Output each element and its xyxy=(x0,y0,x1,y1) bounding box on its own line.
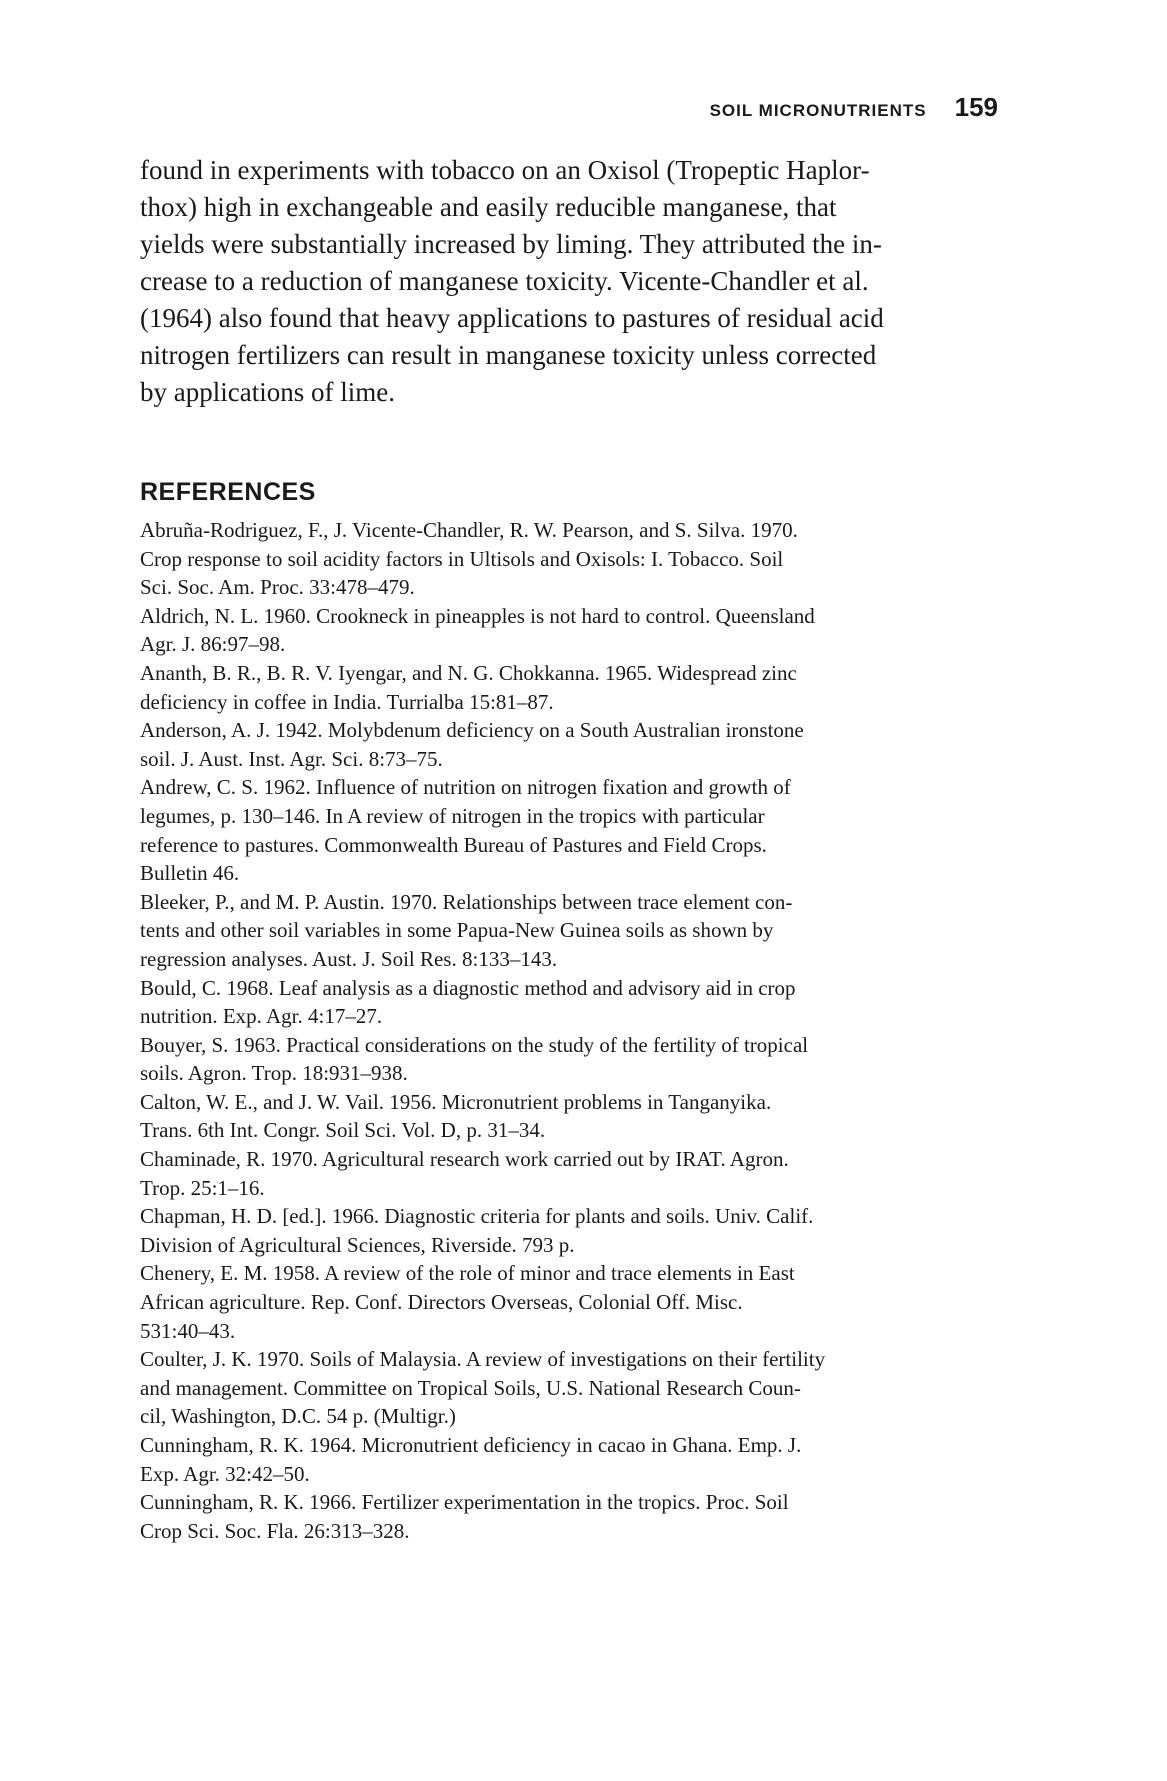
reference-entry xyxy=(140,1202,998,1259)
reference-line: Abruña-Rodriguez, F., J. Vicente-Chandler, R. W. Pearson, and S. Silva. 1970. xyxy=(140,518,798,542)
reference-line: Andrew, C. S. 1962. Influence of nutrition on nitrogen fixation and growth of xyxy=(140,775,791,800)
reference-line: Bouyer, S. 1963. Practical considerations on the study of the fertility of tropical xyxy=(140,1032,809,1057)
reference-entry xyxy=(140,1431,998,1488)
reference-line: reference to pastures. Commonwealth Bureau of Pastures and Field Crops. xyxy=(140,832,767,857)
reference-entry xyxy=(140,516,998,602)
reference-entry xyxy=(140,888,998,974)
running-title: SOIL MICRONUTRIENTS xyxy=(709,101,927,120)
reference-line: Calton, W. E., and J. W. Vail. 1956. Micronutrient problems in Tanganyika. xyxy=(140,1089,772,1114)
running-head xyxy=(140,92,998,123)
references-list xyxy=(140,516,998,1545)
body-line: yields were substantially increased by liming. They attributed the in- xyxy=(140,229,882,259)
reference-entry xyxy=(140,1259,998,1345)
reference-line: regression analyses. Aust. J. Soil Res. 8:133–143. xyxy=(140,946,558,971)
reference-entry xyxy=(140,716,998,773)
body-line: found in experiments with tobacco on an Oxisol (Tropeptic Haplor- xyxy=(140,155,870,185)
reference-entry xyxy=(140,974,998,1031)
reference-line: Chenery, E. M. 1958. A review of the role of minor and trace elements in East xyxy=(140,1261,795,1286)
references-heading: REFERENCES xyxy=(140,478,316,506)
reference-line: Coulter, J. K. 1970. Soils of Malaysia. A review of investigations on their fertility xyxy=(140,1347,826,1372)
reference-line: Bould, C. 1968. Leaf analysis as a diagnostic method and advisory aid in crop xyxy=(140,975,796,1000)
reference-line: Anderson, A. J. 1942. Molybdenum deficiency on a South Australian ironstone xyxy=(140,718,804,743)
reference-entry xyxy=(140,1488,998,1545)
reference-line: soil. J. Aust. Inst. Agr. Sci. 8:73–75. xyxy=(140,746,443,771)
reference-entry xyxy=(140,1031,998,1088)
reference-line: Cunningham, R. K. 1964. Micronutrient deficiency in cacao in Ghana. Emp. J. xyxy=(140,1433,802,1457)
reference-line: Aldrich, N. L. 1960. Crookneck in pineapples is not hard to control. Queensland xyxy=(140,603,815,628)
reference-entry xyxy=(140,773,998,887)
body-line: crease to a reduction of manganese toxicity. Vicente-Chandler et al. xyxy=(140,266,869,296)
reference-line: Crop response to soil acidity factors in Ultisols and Oxisols: I. Tobacco. Soil xyxy=(140,546,784,571)
body-line: by applications of lime. xyxy=(140,377,395,407)
reference-entry xyxy=(140,1345,998,1431)
reference-entry xyxy=(140,659,998,716)
reference-line: Trop. 25:1–16. xyxy=(140,1175,265,1200)
reference-line: legumes, p. 130–146. In A review of nitrogen in the tropics with particular xyxy=(140,803,765,828)
reference-line: tents and other soil variables in some Papua-New Guinea soils as shown by xyxy=(140,918,774,943)
reference-line: Cunningham, R. K. 1966. Fertilizer experimentation in the tropics. Proc. Soil xyxy=(140,1490,789,1515)
reference-line: nutrition. Exp. Agr. 4:17–27. xyxy=(140,1004,383,1029)
reference-line: Division of Agricultural Sciences, Riverside. 793 p. xyxy=(140,1232,575,1257)
reference-line: Bulletin 46. xyxy=(140,861,240,886)
reference-line: deficiency in coffee in India. Turrialba 15:81–87. xyxy=(140,689,554,714)
reference-line: cil, Washington, D.C. 54 p. (Multigr.) xyxy=(140,1404,456,1429)
reference-line: Ananth, B. R., B. R. V. Iyengar, and N. G. Chokkanna. 1965. Widespread zinc xyxy=(140,660,797,685)
body-line: nitrogen fertilizers can result in manganese toxicity unless corrected xyxy=(140,340,877,370)
body-paragraph xyxy=(140,152,998,411)
reference-line: and management. Committee on Tropical Soils, U.S. National Research Coun- xyxy=(140,1375,801,1400)
body-line: thox) high in exchangeable and easily reducible manganese, that xyxy=(140,192,837,222)
reference-line: Sci. Soc. Am. Proc. 33:478–479. xyxy=(140,575,415,600)
reference-line: African agriculture. Rep. Conf. Directors Overseas, Colonial Off. Misc. xyxy=(140,1290,743,1315)
reference-line: Crop Sci. Soc. Fla. 26:313–328. xyxy=(140,1518,410,1543)
reference-line: Chapman, H. D. [ed.]. 1966. Diagnostic criteria for plants and soils. Univ. Calif. xyxy=(140,1204,814,1229)
reference-line: Exp. Agr. 32:42–50. xyxy=(140,1461,310,1486)
reference-line: Chaminade, R. 1970. Agricultural research work carried out by IRAT. Agron. xyxy=(140,1147,789,1172)
body-line: (1964) also found that heavy applications to pastures of residual acid xyxy=(140,303,884,333)
reference-line: soils. Agron. Trop. 18:931–938. xyxy=(140,1061,408,1086)
reference-entry xyxy=(140,602,998,659)
reference-line: Trans. 6th Int. Congr. Soil Sci. Vol. D, p. 31–34. xyxy=(140,1118,546,1143)
reference-entry xyxy=(140,1145,998,1202)
page-number: 159 xyxy=(954,92,998,122)
reference-line: 531:40–43. xyxy=(140,1318,236,1343)
reference-entry xyxy=(140,1088,998,1145)
reference-line: Bleeker, P., and M. P. Austin. 1970. Relationships between trace element con- xyxy=(140,889,793,914)
reference-line: Agr. J. 86:97–98. xyxy=(140,632,286,657)
